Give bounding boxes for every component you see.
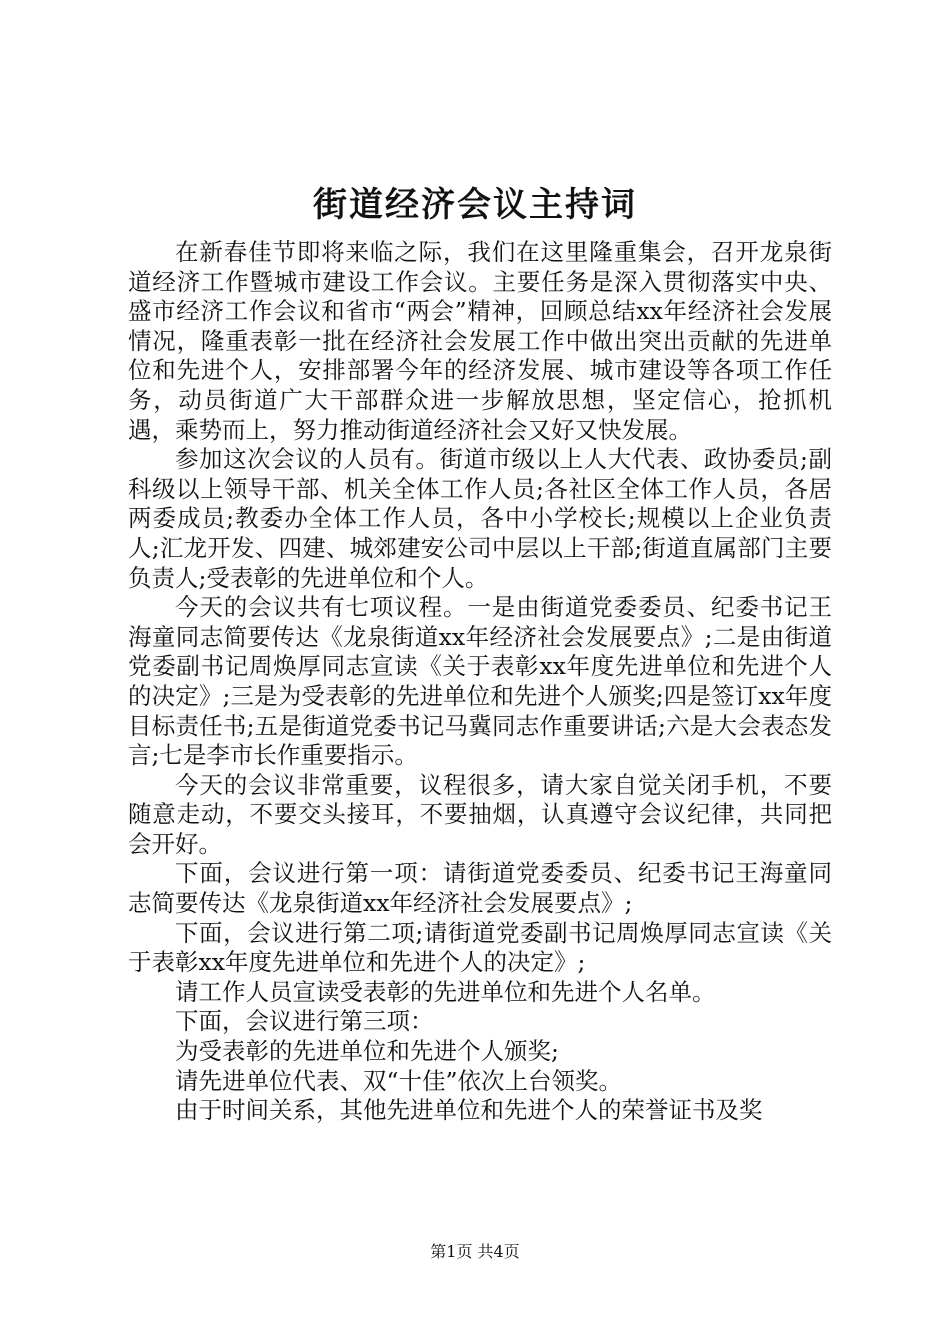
paragraph: 请先进单位代表、双“十佳”依次上台领奖。 bbox=[175, 1066, 623, 1095]
paragraph: 下面，会议进行第一项：请街道党委委员、纪委书记王海童同志简要传达《龙泉街道xx年经济社会发展要点》; bbox=[128, 859, 832, 918]
paragraph: 由于时间关系，其他先进单位和先进个人的荣誉证书及奖 bbox=[175, 1096, 763, 1125]
paragraph: 下面，会议进行第二项;请街道党委副书记周焕厚同志宣读《关于表彰xx年度先进单位和先进个人的决定》; bbox=[128, 918, 832, 977]
document-body bbox=[128, 238, 832, 1126]
paragraph: 参加这次会议的人员有。街道市级以上人大代表、政协委员;副科级以上领导干部、机关全体工作人员;各社区全体工作人员，各居两委成员;教委办全体工作人员，各中小学校长;规模以上企业负责人;汇龙开发、四建、城郊建安公司中层以上干部;街道直属部门主要负责人;受表彰的先进单位和个人。 bbox=[128, 445, 832, 592]
paragraph: 在新春佳节即将来临之际，我们在这里隆重集会，召开龙泉街道经济工作暨城市建设工作会议。主要任务是深入贯彻落实中央、盛市经济工作会议和省市“两会”精神，回顾总结xx年经济社会发展情况，隆重表彰一批在经济社会发展工作中做出突出贡献的先进单位和先进个人，安排部署今年的经济发展、城市建设等各项工作任务，动员街道广大干部群众进一步解放思想，坚定信心，抢抓机遇，乘势而上，努力推动街道经济社会又好又快发展。 bbox=[128, 238, 832, 444]
paragraph: 今天的会议非常重要，议程很多，请大家自觉关闭手机，不要随意走动，不要交头接耳，不要抽烟，认真遵守会议纪律，共同把会开好。 bbox=[128, 770, 832, 858]
paragraph: 下面，会议进行第三项： bbox=[175, 1007, 434, 1036]
paragraph: 请工作人员宣读受表彰的先进单位和先进个人名单。 bbox=[175, 977, 716, 1006]
paragraph: 为受表彰的先进单位和先进个人颁奖; bbox=[175, 1037, 559, 1066]
paragraph: 今天的会议共有七项议程。一是由街道党委委员、纪委书记王海童同志简要传达《龙泉街道xx年经济社会发展要点》;二是由街道党委副书记周焕厚同志宣读《关于表彰xx年度先进单位和先进个人的决定》;三是为受表彰的先进单位和先进个人颁奖;四是签订xx年度目标责任书;五是街道党委书记马冀同志作重要讲话;六是大会表态发言;七是李市长作重要指示。 bbox=[128, 593, 832, 770]
document-title: 街道经济会议主持词 bbox=[313, 185, 637, 225]
page-number-footer: 第1页 共4页 bbox=[430, 1242, 520, 1261]
